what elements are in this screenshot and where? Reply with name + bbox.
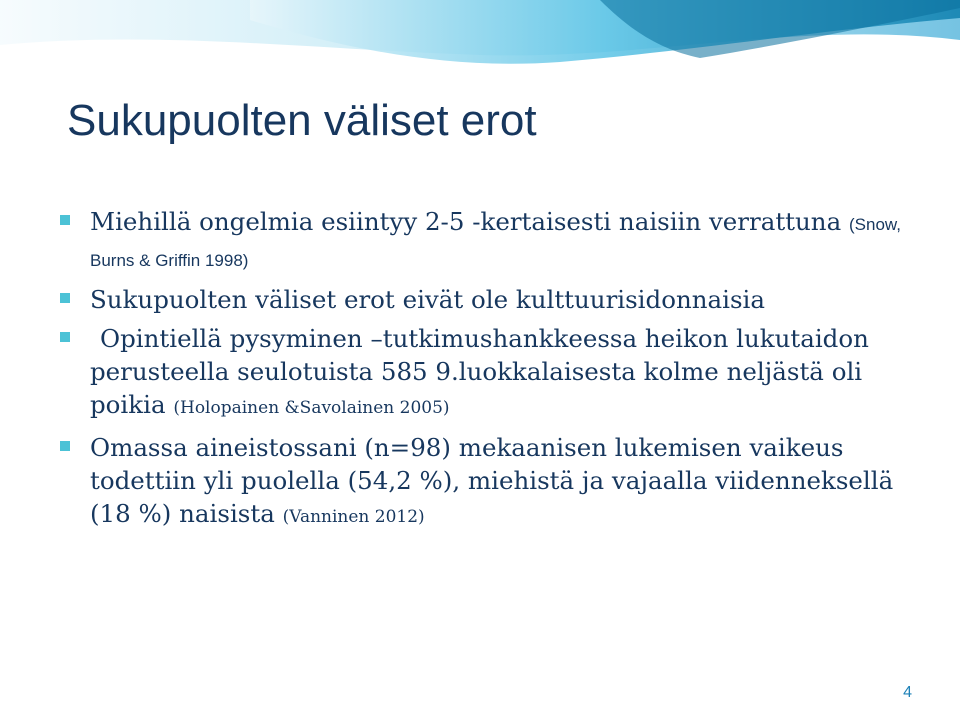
bullet-text: Miehillä ongelmia esiintyy 2-5 -kertaisesti naisiin verrattuna — [90, 207, 842, 236]
slide-title: Sukupuolten väliset erot — [67, 96, 537, 145]
page-number: 4 — [903, 684, 912, 701]
square-bullet-icon — [60, 293, 70, 303]
bullet-reference: (Snow, Burns & Griffin 1998) — [90, 215, 901, 270]
bullet-reference: (Vanninen 2012) — [282, 507, 425, 527]
bullet-list — [60, 205, 940, 540]
bullet-text: Opintiellä pysyminen –tutkimushankkeessa heikon lukutaidon perusteella seulotuista 585 9.luokkalaisesta kolme neljästä oli poikia — [90, 324, 869, 419]
bullet-item — [60, 205, 940, 277]
square-bullet-icon — [60, 332, 70, 342]
bullet-item — [60, 283, 940, 316]
bullet-item — [60, 322, 940, 425]
header-wave-decoration — [0, 0, 960, 90]
square-bullet-icon — [60, 441, 70, 451]
bullet-item — [60, 431, 940, 534]
bullet-text: Omassa aineistossani (n=98) mekaanisen lukemisen vaikeus todettiin yli puolella (54,2 %), miehistä ja vajaalla viidenneksellä (18 %) naisista — [90, 433, 894, 528]
bullet-reference: (Holopainen &Savolainen 2005) — [173, 398, 450, 418]
square-bullet-icon — [60, 215, 70, 225]
bullet-text: Sukupuolten väliset erot eivät ole kulttuurisidonnaisia — [90, 285, 765, 314]
